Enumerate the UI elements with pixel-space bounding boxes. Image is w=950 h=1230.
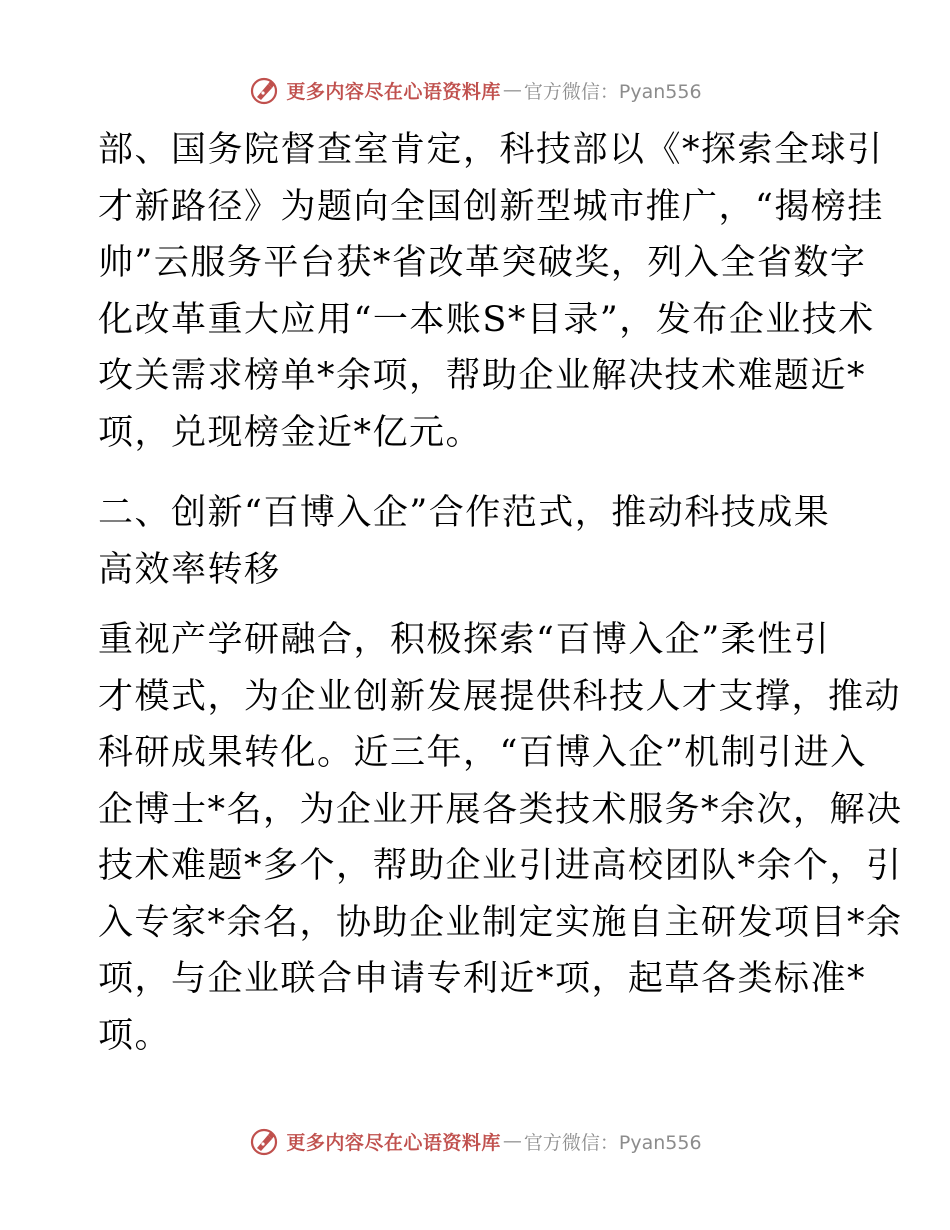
text-line: 项，与企业联合申请专利近*项，起草各类标准* [98,959,867,999]
text-line: 入专家*余名，协助企业制定实施自主研发项目*余 [98,902,903,943]
header-watermark [0,74,950,106]
paragraph-1 [98,122,884,461]
section-heading-2 [98,485,868,598]
pen-nib-circle-icon [248,74,280,106]
paragraph-2 [98,612,903,1064]
watermark-wechat-text: 官方微信：Pyan556 [523,1131,702,1154]
text-line: 项，兑现榜金近*亿元。 [98,412,483,453]
footer-watermark [0,1125,950,1157]
heading-line: 高效率转移 [98,549,281,590]
text-line: 化改革重大应用“一本账S*目录”，发布企业技术 [98,299,875,340]
document-body [98,122,903,1064]
watermark-site-text: 更多内容尽在心语资料库 [286,80,501,103]
paragraph-spacer [98,461,868,485]
text-line: 才新路径》为题向全国创新型城市推广，“揭榜挂 [98,186,884,227]
pen-nib-circle-icon [248,1125,280,1157]
watermark-dash: — [502,1130,522,1152]
text-line: 帅”云服务平台获*省改革突破奖，列入全省数字 [98,243,867,283]
text-line: 部、国务院督查室肯定，科技部以《*探索全球引 [98,130,884,170]
text-line: 重视产学研融合，积极探索“百博入企”柔性引 [98,620,831,660]
text-line: 企博士*名，为企业开展各类技术服务*余次，解决 [98,789,903,830]
watermark-site-text: 更多内容尽在心语资料库 [286,1131,501,1154]
text-line: 攻关需求榜单*余项，帮助企业解决技术难题近* [98,356,867,396]
watermark-wechat-text: 官方微信：Pyan556 [523,80,702,103]
paragraph-spacer [98,598,868,612]
text-line: 才模式，为企业创新发展提供科技人才支撑，推动 [98,676,902,717]
watermark-dash: — [502,79,522,101]
text-line: 科研成果转化。近三年，“百博入企”机制引进入 [98,733,867,773]
heading-line: 二、创新“百博入企”合作范式，推动科技成果 [98,493,831,533]
text-line: 技术难题*多个，帮助企业引进高校团队*余个，引 [98,846,903,886]
text-line: 项。 [98,1015,172,1056]
